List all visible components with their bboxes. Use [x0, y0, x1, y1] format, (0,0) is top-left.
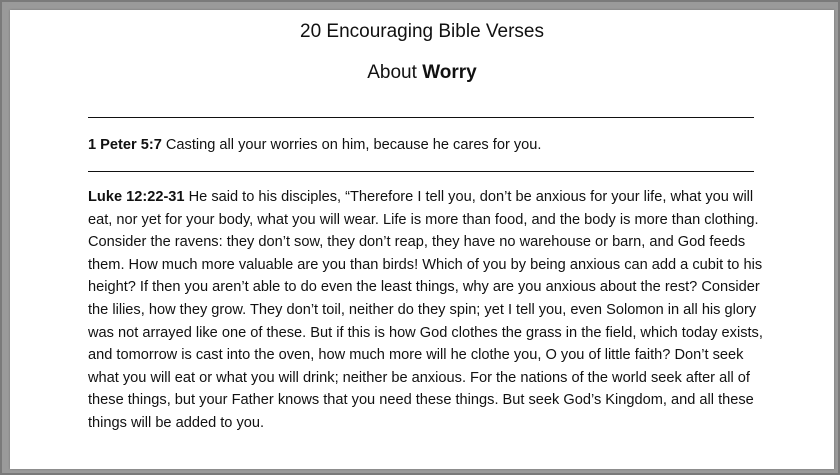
verse-reference: 1 Peter 5:7: [88, 137, 162, 153]
verse-text: He said to his disciples, “Therefore I tell you, don’t be anxious for your life, what you will eat, nor yet for your body, what you will wear. Life is more than food, and the body is more than clothing. Consider the ravens: they don’t sow, they don’t reap, they have no warehouse or barn, and God feeds them. How much more valuable are you than birds! Which of you by being anxious can add a cubit to his height? If then you aren’t able to do even the least things, why are you anxious about the rest? Consider the lilies, how they grow. They don’t toil, neither do they spin; yet I tell you, even Solomon in all his glory was not arrayed like one of these. But if this is how God clothes the grass in the field, which today exists, and tomorrow is cast into the oven, how much more will he clothe you, O you of little faith? Don’t seek what you will eat or what you will drink; neither be anxious. For the nations of the world seek after all of these things, but your Father knows that you need these things. But seek God’s Kingdom, and all these things will be added to you.: [88, 189, 763, 431]
document-page: [10, 10, 834, 469]
verse-reference: Luke 12:22-31: [88, 189, 185, 205]
verse-luke-12-22-31: [88, 186, 768, 435]
horizontal-rule: [88, 171, 754, 172]
document-subtitle: [10, 62, 834, 84]
subtitle-emphasis: Worry: [422, 62, 477, 83]
document-title: 20 Encouraging Bible Verses: [300, 21, 544, 42]
horizontal-rule: [88, 117, 754, 118]
subtitle-prefix: About: [367, 62, 423, 83]
verse-text: Casting all your worries on him, because he cares for you.: [165, 137, 542, 153]
verse-1-peter-5-7: [88, 134, 768, 157]
